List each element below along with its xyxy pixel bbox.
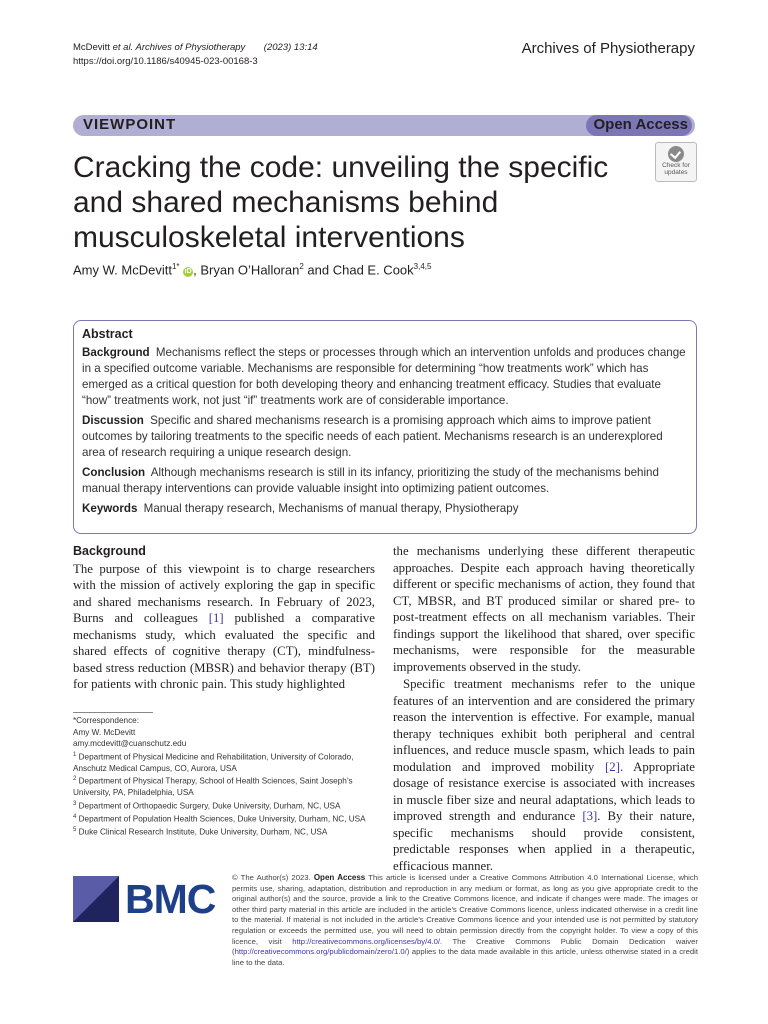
section-heading: Background — [73, 544, 146, 558]
citation-link[interactable]: [1] — [208, 611, 224, 625]
citation-link[interactable]: [2] — [605, 759, 620, 774]
body-text: Specific treatment mechanisms refer to the unique features of an intervention and are considered the primary reason the intervention is effective. For example, manual therapy techniques exhibit both peripheral and central influences, and reduce muscle spasm, which leads to pain modulation and improved mobility — [393, 677, 695, 774]
abstract-text: Specific and shared mechanisms research is a promising approach which aims to improve patient outcomes by tailoring treatments to the specific needs of each patient. Mechanisms research is an underexplored area of research requiring a unique research design. — [82, 414, 663, 459]
open-access-label: Open Access — [313, 873, 366, 882]
author-list — [73, 262, 431, 277]
check-for-updates-button[interactable] — [655, 142, 697, 182]
affiliation — [73, 799, 375, 812]
author-affil: 3,4,5 — [413, 262, 432, 271]
article-type-banner — [73, 115, 695, 136]
body-text: The purpose of this viewpoint is to charge researchers with the mission of actively exploring the gap in specific and shared mechanisms research. In February of 2023, Burns and colleagues — [73, 561, 375, 625]
abstract-label: Conclusion — [82, 466, 146, 479]
affil-text: Duke Clinical Research Institute, Duke University, Durham, NC, USA — [76, 828, 328, 838]
author-affil: 2 — [299, 262, 304, 271]
open-access-badge: Open Access — [586, 115, 693, 136]
body-text: . Appropriate dosage of resistance exercise is associated with increases in muscle fiber size and neural adaptations, which leads to improved strength and endurance — [393, 759, 695, 823]
keywords-text: Manual therapy research, Mechanisms of manual therapy, Physiotherapy — [143, 502, 519, 515]
copyright-text: © The Author(s) 2023. — [232, 873, 311, 882]
citation-journal: et al. Archives of Physiotherapy — [112, 42, 246, 53]
author-name[interactable]: , Bryan O’Halloran — [193, 262, 300, 278]
check-icon — [668, 146, 684, 162]
cc-zero-link[interactable]: http://creativecommons.org/publicdomain/zero/1.0/ — [234, 947, 407, 957]
abstract-label: Keywords — [82, 502, 138, 515]
affiliation — [73, 812, 375, 825]
affil-num: 4 — [73, 814, 77, 821]
footnote-divider — [73, 712, 153, 713]
author-affil: 1* — [171, 262, 180, 271]
body-column-right — [393, 543, 695, 874]
doi-link[interactable]: https://doi.org/10.1186/s40945-023-00168-3 — [73, 56, 258, 67]
author-name[interactable]: Amy W. McDevitt — [73, 262, 172, 278]
badge-line2: updates — [664, 169, 688, 176]
abstract-background — [82, 345, 688, 409]
citation-authors: McDevitt — [73, 42, 110, 53]
affil-num: 3 — [73, 800, 77, 807]
affil-num: 1 — [73, 751, 77, 758]
author-name[interactable]: and Chad E. Cook — [303, 262, 414, 278]
correspondence-email[interactable]: amy.mcdevitt@cuanschutz.edu — [73, 739, 187, 748]
bmc-logo — [73, 876, 216, 922]
affiliation — [73, 774, 375, 799]
affil-num: 5 — [73, 827, 77, 834]
license-text: ) applies to the data made available in this article, unless otherwise stated in a credit line to the data. — [232, 947, 698, 967]
affil-text: Department of Orthopaedic Surgery, Duke University, Durham, NC, USA — [76, 801, 341, 811]
abstract-text: Although mechanisms research is still in its infancy, prioritizing the study of the mechanisms behind manual therapy interventions can provide valuable insight into optimizing patient outcomes. — [82, 466, 659, 495]
correspondence-label: *Correspondence: — [73, 716, 139, 725]
bmc-logo-text: BMC — [125, 876, 216, 922]
article-type: VIEWPOINT — [83, 116, 177, 133]
affil-text: Department of Physical Medicine and Rehabilitation, University of Colorado, Anschutz Medical Campus, CO, Aurora, USA — [73, 752, 354, 773]
abstract-box — [73, 320, 697, 534]
affiliation — [73, 750, 375, 775]
affiliation — [73, 825, 375, 838]
journal-name: Archives of Physiotherapy — [521, 40, 695, 57]
cc-by-link[interactable]: http://creativecommons.org/licenses/by/4.0/ — [292, 936, 441, 946]
affil-num: 2 — [73, 776, 77, 783]
affil-text: Department of Population Health Sciences, Duke University, Durham, NC, USA — [76, 814, 366, 824]
body-text: . By their nature, specific mechanisms should provide consistent, predictable responses when applied in a therapeutic, efficacious manner. — [393, 809, 696, 873]
citation-year: (2023) 13:14 — [263, 42, 318, 53]
correspondence-name: Amy W. McDevitt — [73, 727, 136, 737]
license-statement — [232, 873, 698, 968]
body-column-left — [73, 543, 375, 693]
orcid-icon[interactable]: iD — [184, 268, 192, 276]
affil-text: Department of Physical Therapy, School of Health Sciences, Saint Joseph’s University, PA, Philadelphia, USA — [73, 776, 353, 798]
abstract-label: Background — [82, 346, 150, 359]
abstract-discussion — [82, 413, 688, 461]
abstract-heading: Abstract — [82, 327, 133, 341]
badge-line1: Check for — [662, 162, 690, 169]
article-title: Cracking the code: unveiling the specific and shared mechanisms behind musculoskeletal interventions — [73, 151, 609, 254]
bmc-logo-icon — [73, 876, 119, 922]
abstract-conclusion — [82, 465, 688, 497]
footnotes — [73, 712, 375, 839]
license-text: This article is licensed under a Creative Commons Attribution 4.0 International License, which permits use, sharing, adaptation, distribution and reproduction in any medium or format, as long as you give appropriate credit to the original author(s) and the source, provide a link to the Creative Commons licence, and indicate if changes were made. The images or other third party material in this article are included in the article’s Creative Commons licence, unless indicated otherwise in a credit line to the material. If material is not included in the article’s Creative Commons licence and your intended use is not permitted by statutory regulation or exceeds the permitted use, you will need to obtain permission directly from the copyright holder. To view a copy of this licence, visit — [232, 873, 698, 946]
license-text: . The Creative Commons Public Domain Dedication waiver ( — [232, 936, 698, 957]
body-paragraph — [73, 561, 375, 693]
abstract-label: Discussion — [82, 414, 144, 427]
body-paragraph — [393, 676, 695, 874]
body-paragraph: the mechanisms underlying these different therapeutic approaches. Despite each approach having theoretically different or specific mechanisms of action, they found that CT, MBSR, and BT produced similar or shared pre- to post-treatment effects on all mechanism variables. Their findings support the likelihood that shared, over specific mechanisms, were responsible for the measurable improvements observed in the study. — [393, 544, 695, 674]
abstract-text: Mechanisms reflect the steps or processes through which an intervention unfolds and produces change in a specified outcome variable. Mechanisms are responsible for determining “how treatments work” which has emerged as a critical question for both developing theory and enhancing treatment efficacy. Studies that evaluate “how” treatments work, not just “if” treatments work are of considerable importance. — [82, 346, 686, 407]
citation-link[interactable]: [3] — [582, 809, 598, 823]
body-text: published a comparative mechanisms study, which evaluated the specific and shared effects of cognitive therapy (CT), mindfulness-based stress reduction (MBSR) and behavior therapy (BT) for patients with chronic pain. This study highlighted — [73, 611, 375, 691]
abstract-keywords — [82, 501, 688, 517]
running-header — [73, 41, 318, 69]
